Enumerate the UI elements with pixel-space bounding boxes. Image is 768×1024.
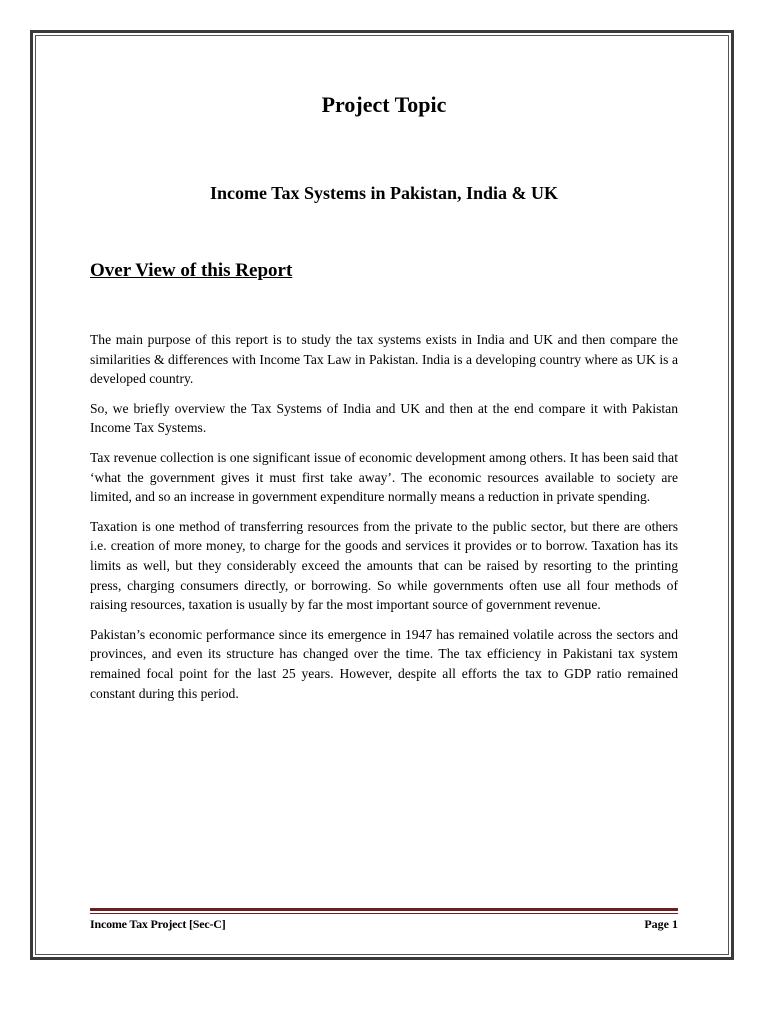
section-heading: Over View of this Report (90, 260, 293, 281)
paragraph-3: Tax revenue collection is one significant issue of economic development among others. It has been said that ‘what the government gives it must first take away’. The economic resources available to society are limited, and so an increase in government expenditure normally means a reduction in private spending. (90, 449, 678, 505)
paragraph-1: The main purpose of this report is to study the tax systems exists in India and UK and then compare the similarities & differences with Income Tax Law in Pakistan. India is a developing country where as UK is a developed country. (90, 332, 678, 387)
paragraph-2: So, we briefly overview the Tax Systems of India and UK and then at the end compare it with Pakistan Income Tax Systems. (90, 400, 678, 436)
paragraph-4: Taxation is one method of transferring resources from the private to the public sector, but there are others i.e. creation of more money, to charge for the goods and services it provides or to borrow. Taxation has its limits as well, but they considerably exceed the amounts that can be raised by resorting to the printing press, charging consumers directly, or borrowing. So while governments often use all four methods of raising resources, taxation is usually by far the most important source of government revenue. (90, 518, 678, 613)
footer-left-text: Income Tax Project [Sec-C] (90, 917, 226, 931)
footer-rule-thin (90, 913, 678, 914)
footer-rule (90, 908, 678, 911)
page-subtitle: Income Tax Systems in Pakistan, India & UK (209, 183, 559, 203)
page-number: Page 1 (644, 917, 678, 931)
page-title: Project Topic (321, 92, 447, 117)
body-text (90, 330, 678, 713)
paragraph-5: Pakistan’s economic performance since its emergence in 1947 has remained volatile across the sectors and provinces, and even its structure has changed over the time. The tax efficiency in Pakistani tax system remained focal point for the last 25 years. However, despite all efforts the tax to GDP ratio remained constant during this period. (90, 626, 678, 701)
